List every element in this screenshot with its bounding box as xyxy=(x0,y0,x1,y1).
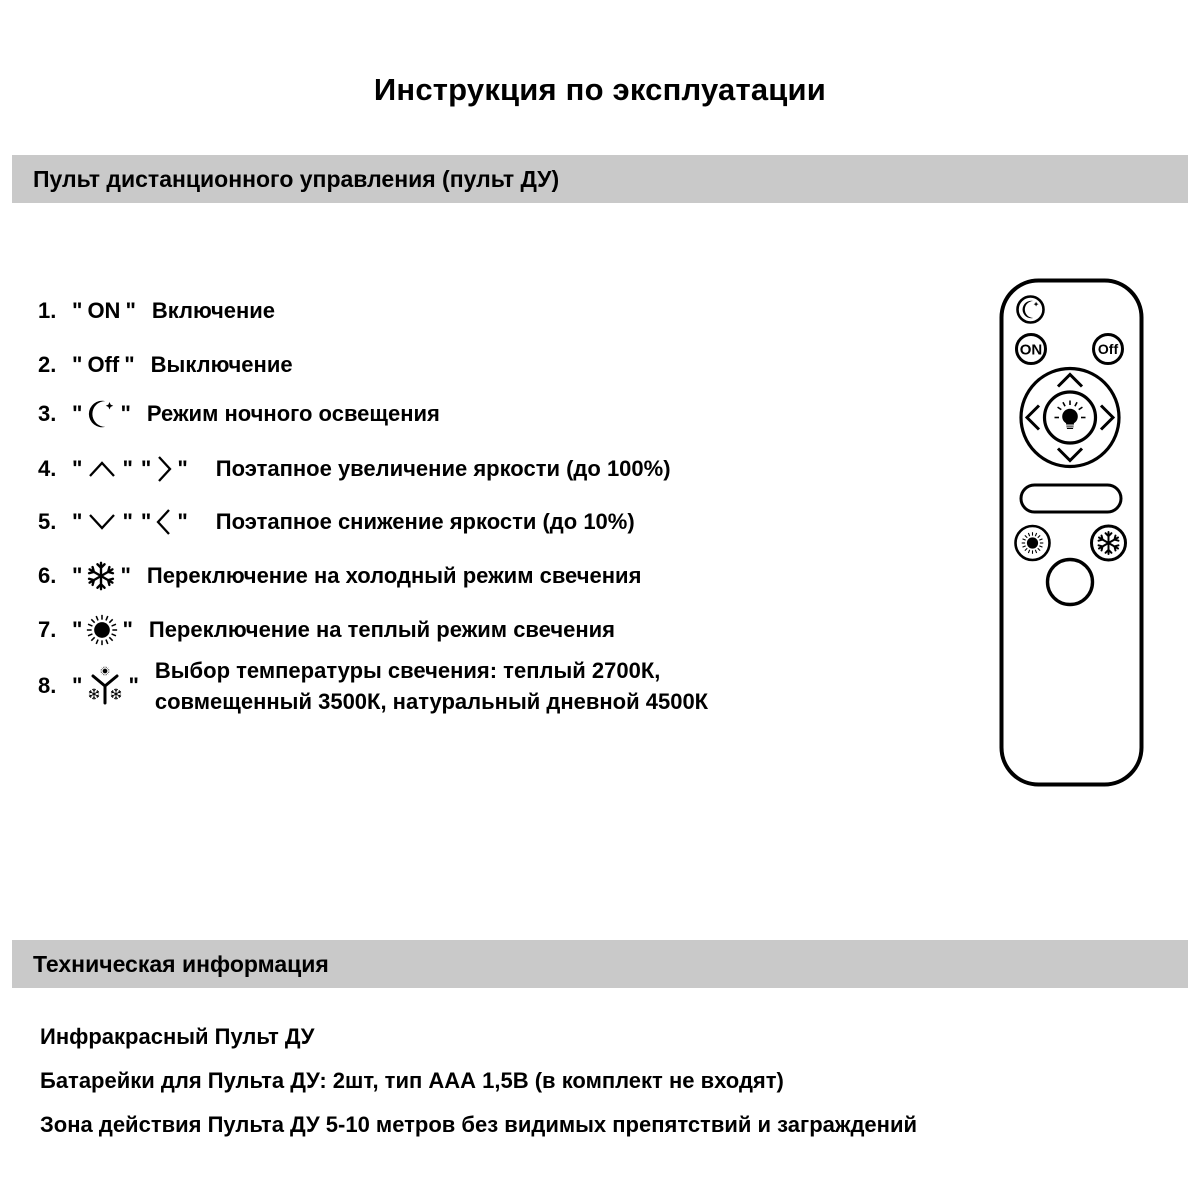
chevron-right-icon xyxy=(155,453,173,485)
quote-mark: " xyxy=(140,509,152,534)
quote-mark: " xyxy=(122,509,133,534)
section-header-tech xyxy=(12,940,1188,988)
item-label: Переключение на теплый режим свечения xyxy=(148,617,616,642)
snowflake-icon xyxy=(86,561,116,591)
quote-mark: " xyxy=(72,298,83,323)
item-number: 8. xyxy=(38,673,57,698)
item-label: Включение xyxy=(151,298,276,323)
quote-mark: " xyxy=(72,563,83,588)
quote-mark: " xyxy=(120,563,131,588)
item-number: 5. xyxy=(38,509,57,534)
item-label: Выключение xyxy=(150,352,293,377)
list-item xyxy=(38,504,635,540)
tech-info-line: Батарейки для Пульта ДУ: 2шт, тип ААА 1,5В (в комплект не входят) xyxy=(40,1068,784,1093)
list-item xyxy=(38,451,671,487)
list-item xyxy=(38,658,709,714)
quote-mark: " xyxy=(120,401,131,426)
quote-mark: " xyxy=(140,456,152,481)
quote-mark: " xyxy=(177,456,188,481)
night-mode-button xyxy=(1018,297,1044,323)
remote-control-illustration xyxy=(999,278,1145,795)
warm-mode-button xyxy=(1016,526,1050,560)
list-item xyxy=(38,558,641,594)
crescent-moon-icon xyxy=(86,399,116,429)
section-header-label: Техническая информация xyxy=(33,950,329,977)
list-item xyxy=(38,396,440,432)
item-number: 6. xyxy=(38,563,57,588)
quote-mark: " xyxy=(122,456,133,481)
quote-mark: " xyxy=(128,673,139,698)
item-label: Поэтапное увеличение яркости (до 100%) xyxy=(215,456,671,481)
remote-control-drawing xyxy=(999,278,1145,790)
tech-info-line: Инфракрасный Пульт ДУ xyxy=(40,1024,315,1049)
list-item xyxy=(38,347,293,383)
section-header-label: Пульт дистанционного управления (пульт ДУ) xyxy=(33,165,560,192)
button-key-label: Off xyxy=(87,352,120,377)
tech-info xyxy=(40,1024,917,1156)
round-button xyxy=(1048,560,1093,605)
off-button xyxy=(1094,335,1123,364)
item-label: Поэтапное снижение яркости (до 10%) xyxy=(215,509,635,534)
tech-info-line: Зона действия Пульта ДУ 5-10 метров без видимых препятствий и заграждений xyxy=(40,1112,918,1137)
list-item xyxy=(38,612,615,648)
item-label-line1: Выбор температуры свечения: теплый 2700К, xyxy=(154,658,661,683)
chevron-left-icon xyxy=(155,506,173,538)
list-item xyxy=(38,293,275,329)
item-label: Переключение на холодный режим свечения xyxy=(146,563,642,588)
quote-mark: " xyxy=(125,298,136,323)
quote-mark: " xyxy=(177,509,188,534)
item-label: Режим ночного освещения xyxy=(146,401,440,426)
chevron-down-icon xyxy=(86,513,118,531)
quote-mark: " xyxy=(124,352,135,377)
off-button-label: Off xyxy=(1097,341,1119,357)
sun-icon xyxy=(86,614,118,646)
on-button xyxy=(1017,335,1046,364)
cold-mode-button xyxy=(1092,526,1126,560)
item-label xyxy=(155,655,708,717)
item-number: 2. xyxy=(38,352,57,377)
section-header-remote xyxy=(12,155,1188,203)
item-number: 3. xyxy=(38,401,57,426)
on-button-label: ON xyxy=(1019,341,1043,359)
quote-mark: " xyxy=(72,352,83,377)
page-title: Инструкция по эксплуатации xyxy=(373,72,827,107)
quote-mark: " xyxy=(72,509,83,534)
quote-mark: " xyxy=(72,401,83,426)
quote-mark: " xyxy=(72,456,83,481)
quote-mark: " xyxy=(72,617,83,642)
color-temperature-icon xyxy=(86,665,124,707)
item-label-line2: совмещенный 3500К, натуральный дневной 4500К xyxy=(154,689,709,714)
pill-button xyxy=(1021,485,1121,512)
chevron-up-icon xyxy=(86,460,118,478)
sun-icon xyxy=(1022,532,1044,554)
item-number: 7. xyxy=(38,617,57,642)
brightness-dpad xyxy=(1021,369,1119,467)
quote-mark: " xyxy=(72,673,83,698)
item-number: 1. xyxy=(38,298,57,323)
button-key-label: ON xyxy=(87,298,121,323)
quote-mark: " xyxy=(122,617,133,642)
item-number: 4. xyxy=(38,456,57,481)
